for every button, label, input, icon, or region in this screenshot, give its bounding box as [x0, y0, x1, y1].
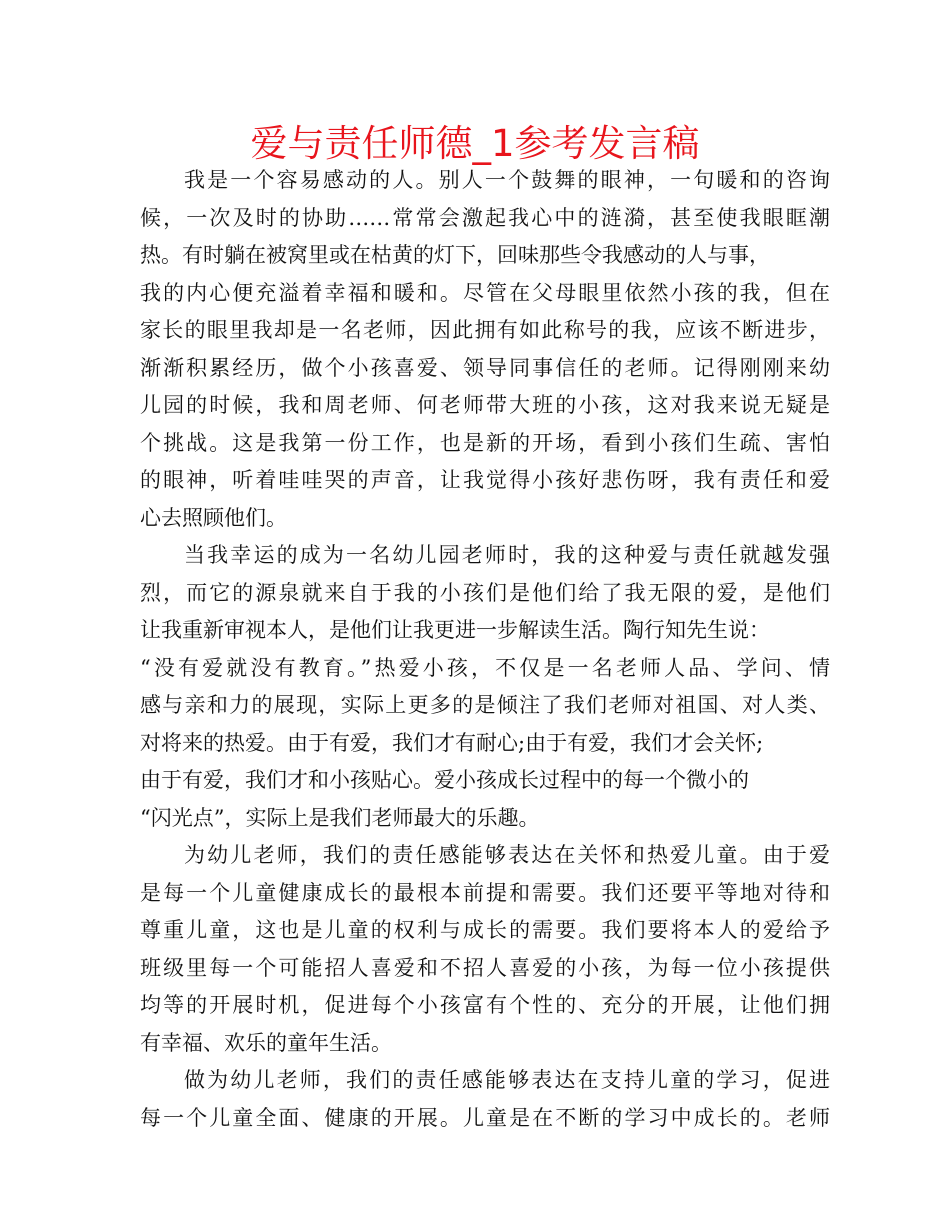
- body-line: 让我重新审视本人，是他们让我更进一步解读生活。陶行知先生说：: [140, 618, 770, 642]
- body-line: 渐渐积累经历，做个小孩喜爱、领导同事信任的老师。记得刚刚来幼: [140, 355, 830, 380]
- body-line: 我的内心便充溢着幸福和暖和。尽管在父母眼里依然小孩的我，但在: [140, 280, 830, 305]
- body-line: 烈，而它的源泉就来自于我的小孩们是他们给了我无限的爱，是他们: [140, 580, 830, 605]
- body-line: 为幼儿老师，我们的责任感能够表达在关怀和热爱儿童。由于爱: [184, 843, 830, 867]
- body-line: 感与亲和力的展现，实际上更多的是倾注了我们老师对祖国、对人类、: [140, 693, 830, 717]
- body-line: 尊重儿童，这也是儿童的权利与成长的需要。我们要将本人的爱给予: [140, 918, 830, 942]
- body-line: 班级里每一个可能招人喜爱和不招人喜爱的小孩，为每一位小孩提供: [140, 955, 830, 980]
- body-line: 候，一次及时的协助……常常会激起我心中的涟漪，甚至使我眼眶潮: [140, 205, 830, 230]
- body-line: 的眼神，听着哇哇哭的声音，让我觉得小孩好悲伤呀，我有责任和爱: [140, 468, 830, 492]
- body-line: 个挑战。这是我第一份工作，也是新的开场，看到小孩们生疏、害怕: [140, 430, 830, 455]
- body-line: 对将来的热爱。由于有爱，我们才有耐心;由于有爱，我们才会关怀;: [140, 730, 764, 755]
- body-line: 是每一个儿童健康成长的最根本前提和需要。我们还要平等地对待和: [140, 880, 830, 905]
- body-line: 做为幼儿老师，我们的责任感能够表达在支持儿童的学习，促进: [184, 1068, 830, 1092]
- body-line: 每一个儿童全面、健康的开展。儿童是在不断的学习中成长的。老师: [140, 1105, 830, 1130]
- body-line: 均等的开展时机，促进每个小孩富有个性的、充分的开展，让他们拥: [140, 993, 830, 1017]
- body-line: 儿园的时候，我和周老师、何老师带大班的小孩，这对我来说无疑是: [140, 393, 830, 417]
- body-line: 当我幸运的成为一名幼儿园老师时，我的这种爱与责任就越发强: [184, 543, 830, 567]
- body-line: 有幸福、欢乐的童年生活。: [140, 1030, 392, 1055]
- body-line: “闪光点”，实际上是我们老师最大的乐趣。: [140, 805, 540, 830]
- body-line: 家长的眼里我却是一名老师，因此拥有如此称号的我，应该不断进步，: [140, 318, 830, 342]
- body-line: “没有爱就没有教育。”热爱小孩，不仅是一名老师人品、学问、情: [140, 655, 830, 680]
- body-line: 热。有时躺在被窝里或在枯黄的灯下，回味那些令我感动的人与事，: [140, 243, 770, 267]
- body-line: 心去照顾他们。: [140, 505, 287, 530]
- document-title: 爱与责任师德_1参考发言稿: [250, 122, 700, 165]
- document-body: [140, 162, 830, 1137]
- body-line: 由于有爱，我们才和小孩贴心。爱小孩成长过程中的每一个微小的: [140, 768, 749, 792]
- body-line: 我是一个容易感动的人。别人一个鼓舞的眼神，一句暖和的咨询: [184, 168, 830, 192]
